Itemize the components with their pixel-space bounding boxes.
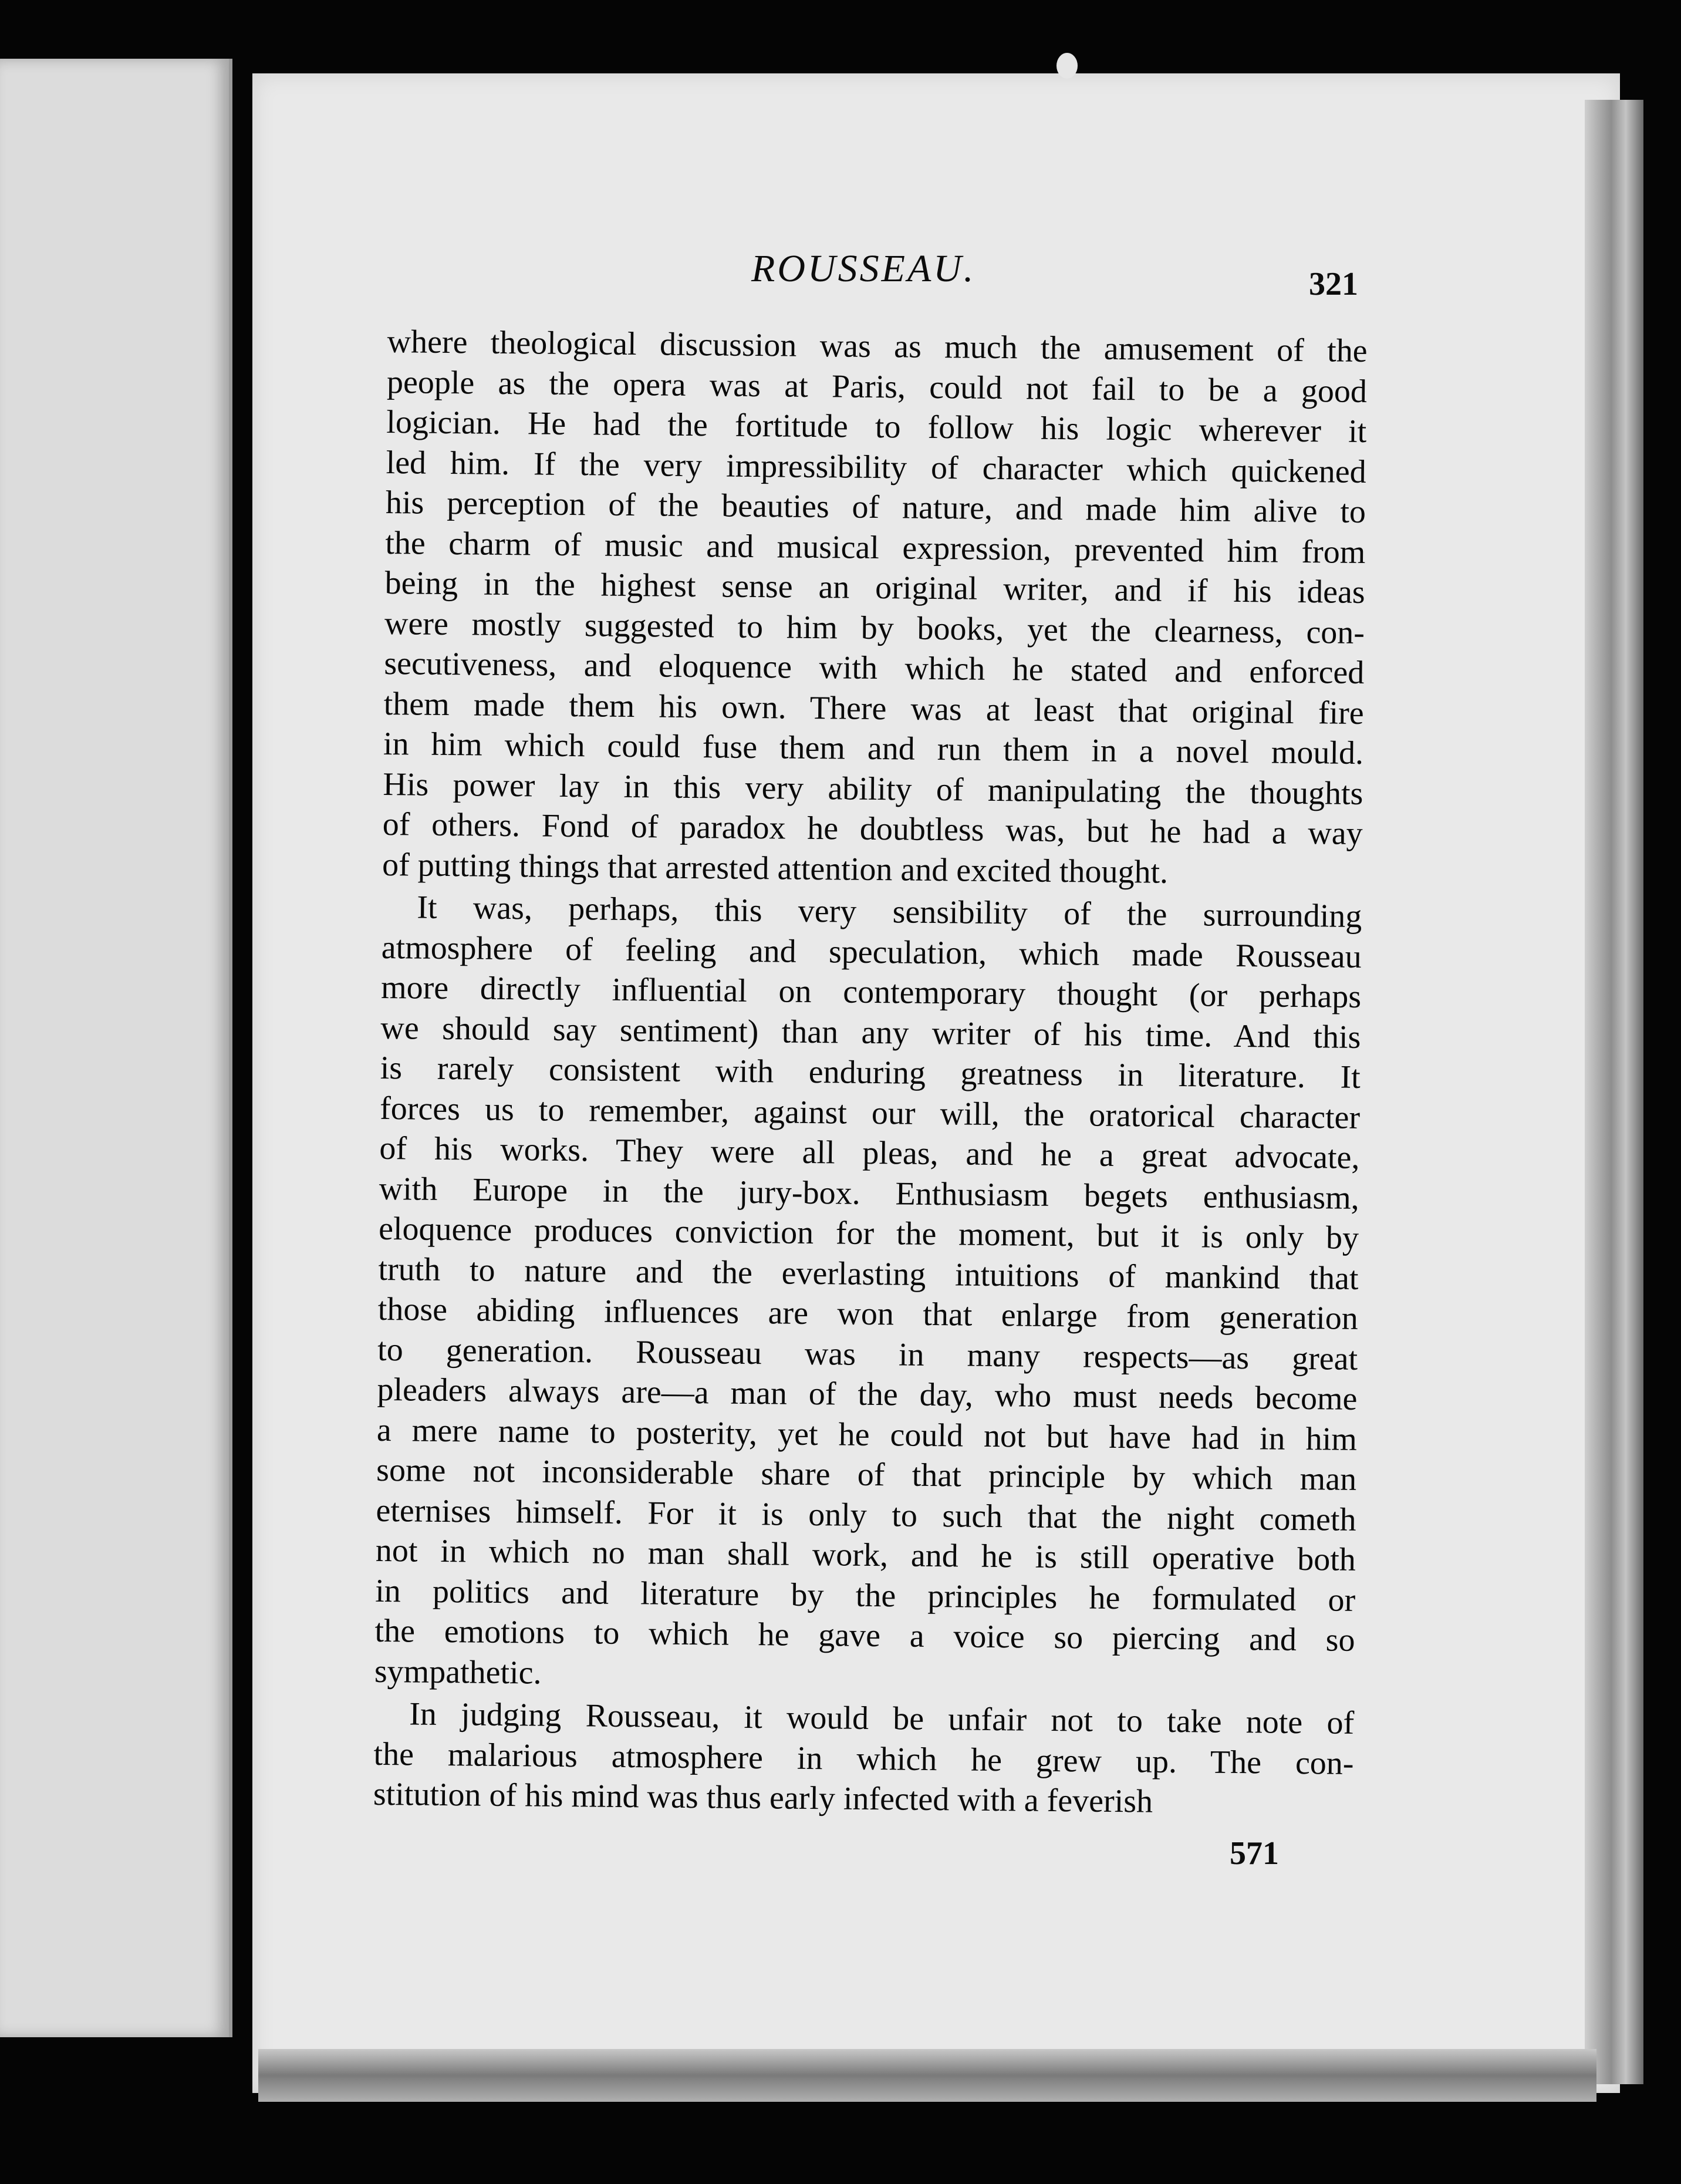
paragraph xyxy=(382,322,1368,894)
text-line: a mere name to posterity, yet he could not but have had in him xyxy=(376,1411,1358,1458)
signature-mark: 571 xyxy=(1230,1835,1279,1872)
text-line: to generation. Rousseau was in many respects—as great xyxy=(377,1331,1358,1377)
text-line: not in which no man shall work, and he is still operative both xyxy=(375,1532,1356,1578)
text-line: is rarely consistent with enduring greatness in literature. It xyxy=(380,1049,1361,1096)
text-line: sympathetic. xyxy=(374,1653,542,1691)
page-number: 321 xyxy=(1309,266,1358,302)
text-line: some not inconsiderable share of that principle by which man xyxy=(376,1451,1357,1498)
text-line: pleaders always are—a man of the day, who must needs become xyxy=(377,1371,1358,1417)
dust-speck xyxy=(1056,53,1078,79)
text-line: the charm of music and musical expression, prevented him from xyxy=(385,524,1366,571)
text-line: with Europe in the jury-box. Enthusiasm begets enthusiasm, xyxy=(379,1170,1360,1216)
text-line: where theological discussion was as much the amusement of the xyxy=(387,323,1368,370)
text-line: people as the opera was at Paris, could not fail to be a good xyxy=(386,363,1368,410)
text-line: His power lay in this very ability of manipulating the thoughts xyxy=(383,766,1363,812)
text-line: the emotions to which he gave a voice so piercing and so xyxy=(374,1612,1355,1659)
running-head: ROUSSEAU. xyxy=(751,247,976,290)
text-line: forces us to remember, against our will, the oratorical character xyxy=(379,1090,1361,1136)
text-line: more directly influential on contemporary thought (or perhaps xyxy=(380,969,1362,1015)
text-line: eloquence produces conviction for the moment, but it is only by xyxy=(378,1210,1359,1256)
text-line: we should say sentiment) than any writer of his time. And this xyxy=(380,1009,1361,1056)
text-line: of others. Fond of paradox he doubtless was, but he had a way xyxy=(382,805,1363,852)
body-text xyxy=(373,322,1368,1826)
paragraph xyxy=(374,887,1362,1701)
text-line: were mostly suggested to him by books, yet the clearness, con- xyxy=(384,605,1365,651)
text-line: the malarious atmosphere in which he grew up. The con- xyxy=(373,1735,1354,1782)
paragraph xyxy=(373,1694,1355,1824)
facing-page xyxy=(0,59,232,2037)
page-bottom-edge xyxy=(258,2049,1596,2102)
text-line: led him. If the very impressibility of character which quickened xyxy=(386,444,1366,490)
text-line: It was, perhaps, this very sensibility of the surrounding xyxy=(417,889,1362,935)
text-line: those abiding influences are won that enlarge from generation xyxy=(377,1290,1359,1337)
text-line: truth to nature and the everlasting intuitions of mankind that xyxy=(378,1251,1359,1297)
text-line: of putting things that arrested attention and excited thought. xyxy=(382,846,1169,891)
text-line: being in the highest sense an original writer, and if his ideas xyxy=(384,564,1365,611)
text-line: in him which could fuse them and run them in a novel mould. xyxy=(383,725,1364,771)
text-line: atmosphere of feeling and speculation, which made Rousseau xyxy=(381,929,1362,975)
text-line: logician. He had the fortitude to follow his logic wherever it xyxy=(386,403,1367,450)
text-line: his perception of the beauties of nature, and made him alive to xyxy=(385,484,1366,531)
text-line: of his works. They were all pleas, and he a great advocate, xyxy=(379,1130,1360,1176)
text-line: them made them his own. There was at least that original fire xyxy=(383,685,1364,732)
text-line: secutiveness, and eloquence with which he stated and enforced xyxy=(384,645,1365,692)
text-line: stitution of his mind was thus early infected with a feverish xyxy=(373,1775,1153,1820)
text-line: in politics and literature by the principles he formulated or xyxy=(374,1572,1356,1619)
text-line: In judging Rousseau, it would be unfair not to take note of xyxy=(409,1696,1355,1741)
page-edge xyxy=(1585,100,1643,2084)
text-line: eternises himself. For it is only to such that the night cometh xyxy=(376,1492,1356,1538)
